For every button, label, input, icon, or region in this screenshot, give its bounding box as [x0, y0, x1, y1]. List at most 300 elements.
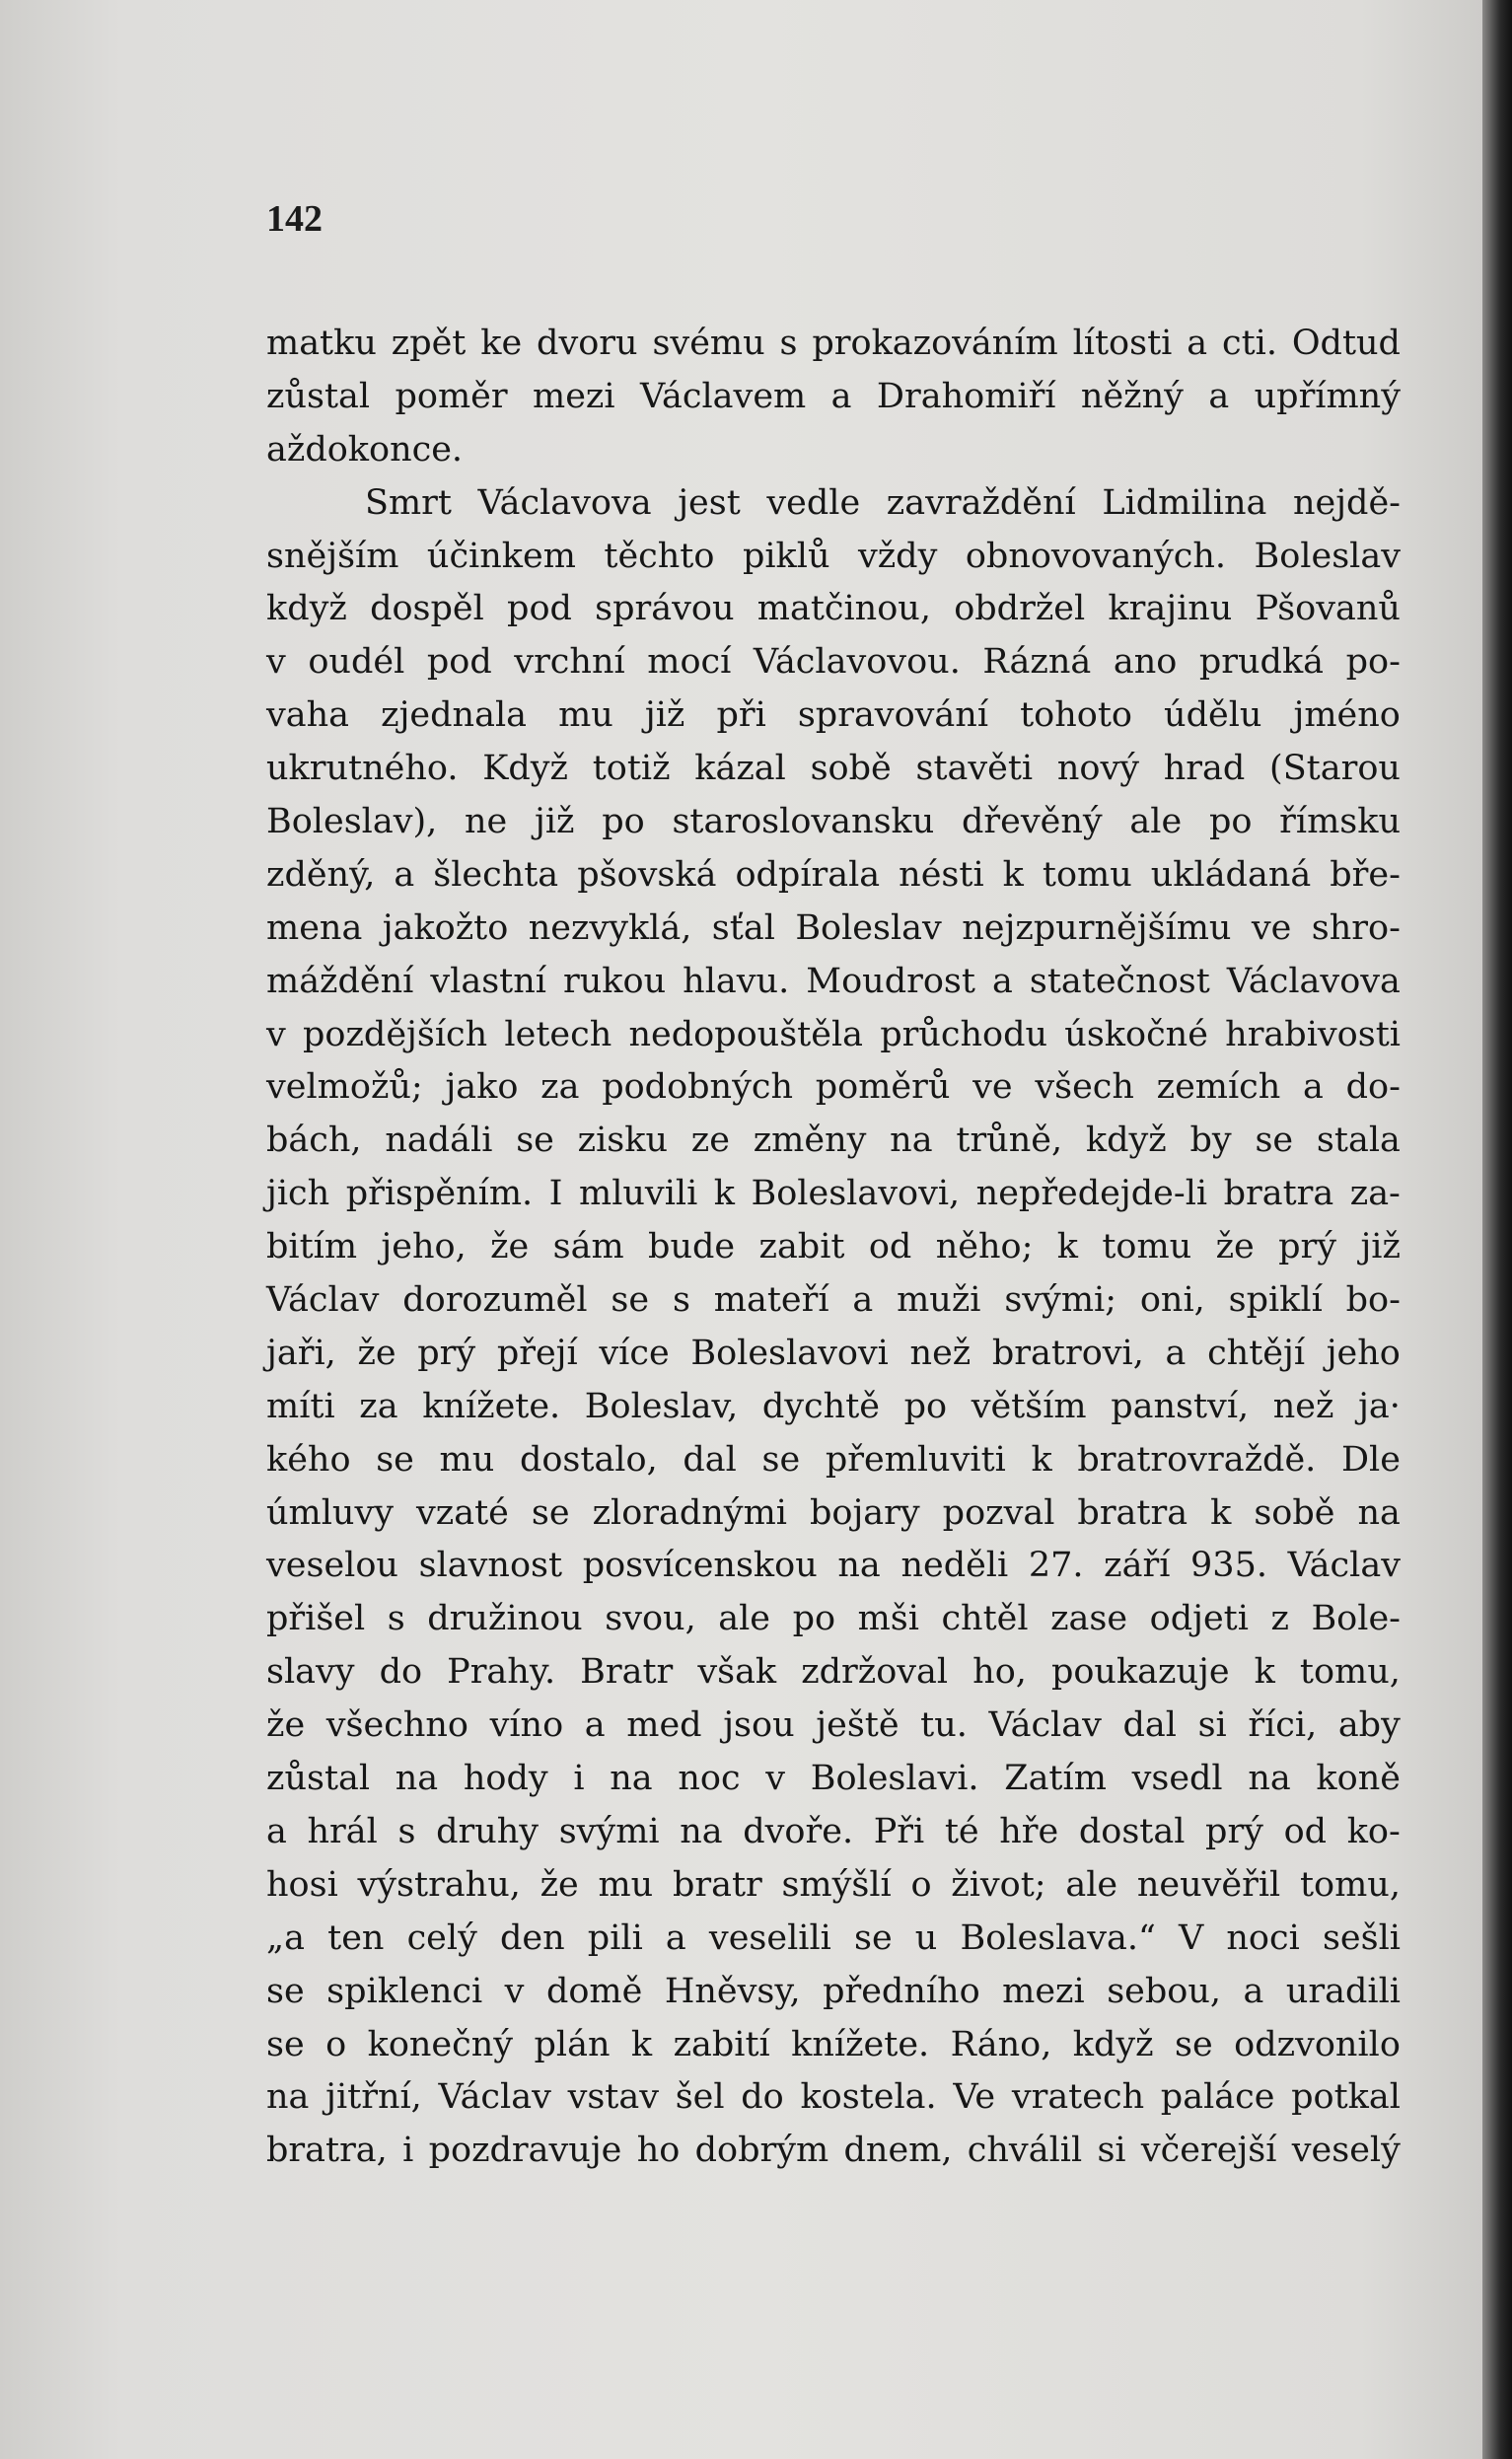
word: více [599, 1333, 670, 1373]
word: noci [1226, 1917, 1300, 1958]
word: bo- [1345, 1280, 1401, 1321]
word: po [903, 1386, 948, 1426]
word: září [1104, 1546, 1171, 1586]
word: obnovovaných. [965, 536, 1227, 576]
word: dnem, [843, 2131, 953, 2171]
word: všechno [325, 1705, 468, 1746]
word: hrabivosti [1225, 1014, 1401, 1054]
word: podobných [602, 1067, 794, 1108]
word: pod [426, 642, 492, 683]
word: veselý [1291, 2131, 1401, 2171]
word: a [665, 1917, 686, 1958]
word: potkal [1291, 2077, 1401, 2118]
word: (Starou [1269, 749, 1401, 789]
word: matku [266, 324, 377, 363]
word: něho; [935, 1227, 1034, 1267]
word: bratra, [266, 2131, 388, 2171]
word: Prahy. [447, 1652, 556, 1693]
text-line [266, 1859, 1401, 1913]
word: slavnost [418, 1546, 563, 1586]
word: až [266, 429, 306, 470]
word: knížete. [791, 2024, 930, 2064]
word: od [1283, 1811, 1328, 1851]
word: piklů [742, 536, 830, 576]
word: nedopouštěla [628, 1014, 864, 1054]
word: dal [683, 1439, 737, 1480]
word: nejzpurnějšímu [962, 907, 1232, 948]
word: sám [552, 1227, 624, 1267]
word: dostal [1078, 1811, 1186, 1851]
word: a [1243, 1971, 1264, 2011]
word: Václav [266, 1280, 380, 1321]
word: dospěl [370, 589, 484, 629]
word: se [853, 1917, 893, 1958]
word: úmluvy [266, 1492, 395, 1533]
word: nezvyklá, [528, 907, 692, 948]
word: mu [558, 695, 613, 736]
word: na [266, 2077, 310, 2118]
word: přišel [266, 1599, 366, 1639]
word: nový [1056, 749, 1140, 789]
word: změny [753, 1121, 867, 1161]
text-line [266, 1381, 1401, 1434]
word: k [713, 1174, 735, 1214]
word: jméno [1293, 695, 1401, 736]
word: k [1031, 1439, 1052, 1480]
word: mluvili [579, 1174, 698, 1214]
word: nepředejde-li [975, 1174, 1208, 1214]
word: včerejší [1140, 2131, 1277, 2171]
text-line [266, 1753, 1401, 1806]
word: s [672, 1280, 690, 1321]
word: správou [595, 589, 735, 629]
word: sobě [1254, 1492, 1335, 1533]
word: než [909, 1333, 972, 1373]
word: šel [675, 2077, 725, 2118]
word: Dle [1340, 1439, 1401, 1480]
word: Václavova [477, 482, 652, 523]
word: účinkem [426, 536, 576, 576]
word: Boleslav, [584, 1386, 739, 1426]
word: i [402, 2131, 414, 2171]
body-text [266, 318, 1401, 2178]
word: paláce [1160, 2077, 1275, 2118]
word: s [387, 1599, 405, 1639]
word: na [610, 1759, 653, 1799]
word: k [630, 2024, 653, 2064]
word: ko- [1346, 1811, 1401, 1851]
word: tomu, [1299, 1652, 1401, 1693]
text-line [266, 1646, 1401, 1700]
word: průchodu [880, 1014, 1048, 1054]
word: že [357, 1333, 396, 1373]
text-line [266, 1966, 1401, 2019]
word: zisku [577, 1121, 669, 1161]
word: trůně, [956, 1121, 1063, 1161]
word: za- [1349, 1174, 1401, 1214]
word: ale [718, 1599, 771, 1639]
text-line [266, 1593, 1401, 1646]
word: máždění [266, 961, 414, 1001]
word: uradili [1285, 1971, 1401, 2011]
word: vratech [1011, 2077, 1145, 2118]
word: po [1208, 802, 1253, 842]
word: zjednala [381, 695, 528, 736]
word: mezi [1002, 1971, 1085, 2011]
word: Zatím [1004, 1759, 1107, 1799]
word: svými; [1004, 1280, 1116, 1321]
word: v [266, 642, 286, 683]
word: v [266, 1014, 286, 1054]
text-line [266, 903, 1401, 956]
text-line [266, 1115, 1401, 1168]
word: dvoru [537, 324, 638, 363]
word: statečnost [1029, 961, 1210, 1001]
word: vedle [766, 482, 861, 523]
word: té [944, 1811, 979, 1851]
word: sťal [711, 907, 775, 948]
word: mena [266, 907, 363, 948]
word: Bratr [580, 1652, 674, 1693]
text-line [266, 1806, 1401, 1859]
word: když [1072, 2024, 1154, 2064]
word: snějším [266, 536, 399, 576]
word: ale [1065, 1864, 1118, 1905]
word: dvoře. [743, 1811, 854, 1851]
word: ten [327, 1917, 385, 1958]
word: svému [652, 324, 765, 363]
text-line [266, 424, 1401, 477]
word: zabit [758, 1227, 845, 1267]
word: 27. [1028, 1546, 1084, 1586]
word: cti. [1221, 324, 1277, 363]
word: poměr [395, 376, 508, 416]
word: smýšlí [781, 1864, 892, 1905]
word: ke [480, 324, 523, 363]
word: k [1210, 1492, 1232, 1533]
word: staroslovansku [672, 802, 935, 842]
word: oudél [308, 642, 405, 683]
word: a [1303, 1067, 1324, 1108]
text-line [266, 1487, 1401, 1541]
word: s [779, 324, 798, 363]
word: dřevěný [962, 802, 1103, 842]
word: a [584, 1705, 606, 1746]
word: Při [873, 1811, 925, 1851]
word: bratra [1223, 1174, 1334, 1214]
text-line [266, 2125, 1401, 2178]
word: koně [1316, 1759, 1401, 1799]
word: zůstal [266, 1759, 371, 1799]
word: ze [690, 1121, 730, 1161]
word: Smrt [365, 482, 452, 523]
word: k [1002, 854, 1024, 895]
word: všech [1035, 1067, 1134, 1108]
word: ukrutného. [266, 749, 459, 789]
word: aby [1337, 1705, 1401, 1746]
word: než [1272, 1386, 1334, 1426]
text-line [266, 1221, 1401, 1274]
word: Boleslavovi, [751, 1174, 961, 1214]
text-line [266, 1700, 1401, 1753]
word: když [1085, 1121, 1167, 1161]
word: jakožto [382, 907, 509, 948]
word: nésti [899, 854, 984, 895]
word: vrchní [514, 642, 625, 683]
word: celý [406, 1917, 477, 1958]
text-line [266, 1274, 1401, 1328]
word: upřímný [1254, 376, 1401, 416]
word: se [376, 1439, 414, 1480]
word: úskočné [1064, 1014, 1208, 1054]
word: veselili [708, 1917, 831, 1958]
word: sobě [810, 749, 892, 789]
text-line [266, 743, 1401, 796]
word: o [910, 1864, 932, 1905]
word: pozdravuje [428, 2131, 622, 2171]
word: že [266, 1705, 306, 1746]
text-line [266, 477, 1401, 531]
word: prokazováním [812, 324, 1058, 363]
word: obdržel [954, 589, 1086, 629]
word: neděli [900, 1546, 1009, 1586]
word: kostela. [800, 2077, 937, 2118]
word: odpírala [735, 854, 881, 895]
word: se [611, 1280, 650, 1321]
word: na [890, 1121, 933, 1161]
word: ve [972, 1067, 1013, 1108]
word: chtěl [941, 1599, 1029, 1639]
word: spiklí [1228, 1280, 1323, 1321]
word: po [602, 802, 645, 842]
word: poměrů [815, 1067, 951, 1108]
word: těchto [604, 536, 715, 576]
word: jest [678, 482, 741, 523]
word: bratr [672, 1864, 762, 1905]
word: za [359, 1386, 398, 1426]
word: že [490, 1227, 530, 1267]
text-line [266, 1434, 1401, 1487]
word: mateří [713, 1280, 829, 1321]
word: Václavem [639, 376, 807, 416]
word: knížete. [422, 1386, 561, 1426]
word: panství, [1111, 1386, 1250, 1426]
word: k [1254, 1652, 1275, 1693]
word: Boleslava.“ [960, 1917, 1156, 1958]
word: z [1270, 1599, 1289, 1639]
word: plán [534, 2024, 611, 2064]
word: odjeti [1149, 1599, 1249, 1639]
word: se [531, 1492, 570, 1533]
word: i [573, 1759, 585, 1799]
word: se [266, 1971, 305, 2011]
text-line [266, 849, 1401, 903]
word: ja· [1358, 1386, 1401, 1426]
word: I [548, 1174, 563, 1214]
text-line [266, 2071, 1401, 2125]
word: jitřní, [325, 2077, 422, 2118]
word: vždy [857, 536, 938, 576]
word: lítosti [1072, 324, 1173, 363]
word: hosi [266, 1864, 338, 1905]
text-line [266, 1061, 1401, 1115]
word: za [540, 1067, 580, 1108]
word: odzvonilo [1234, 2024, 1401, 2064]
word: a [991, 961, 1013, 1001]
text-line [266, 956, 1401, 1009]
word: a [852, 1280, 874, 1321]
word: si [1097, 2131, 1126, 2171]
word: dobrým [694, 2131, 829, 2171]
word: jeho [1326, 1333, 1401, 1373]
word: se [266, 2024, 305, 2064]
word: chválil [967, 2131, 1083, 2171]
word: již [1360, 1227, 1401, 1267]
word: zabití [673, 2024, 770, 2064]
word: že [540, 1864, 579, 1905]
word: na [680, 1811, 723, 1851]
text-line [266, 1913, 1401, 1966]
word: spiklenci [326, 1971, 483, 2011]
word: Hněvsy, [664, 1971, 801, 2011]
word: pozval [942, 1492, 1055, 1533]
text-line [266, 689, 1401, 743]
text-line [266, 1009, 1401, 1062]
word: přemluviti [825, 1439, 1006, 1480]
text-line [266, 371, 1401, 424]
word: Když [482, 749, 568, 789]
word: kého [266, 1439, 351, 1480]
word: po [792, 1599, 836, 1639]
word: ještě [816, 1705, 900, 1746]
word: veselou [266, 1546, 398, 1586]
word: se [761, 1439, 801, 1480]
word: krajinu [1108, 589, 1233, 629]
word: šlechta [433, 854, 559, 895]
word: Drahomiří [876, 376, 1056, 416]
word: zdržoval [801, 1652, 949, 1693]
word: tu. [920, 1705, 968, 1746]
word: do [741, 2077, 784, 2118]
word: vlastní [430, 961, 546, 1001]
word: oni, [1139, 1280, 1205, 1321]
word: v [504, 1971, 525, 2011]
word: Boleslav [1254, 536, 1401, 576]
word: slavy [266, 1652, 355, 1693]
word: však [697, 1652, 777, 1693]
word: že [1215, 1227, 1255, 1267]
word: do [379, 1652, 423, 1693]
word: Ve [953, 2077, 996, 2118]
word: letech [504, 1014, 612, 1054]
word: a [266, 1811, 287, 1851]
word: jsou [723, 1705, 795, 1746]
word: neuvěřil [1136, 1864, 1281, 1905]
word: totiž [592, 749, 671, 789]
word: se [1175, 2024, 1213, 2064]
word: bojary [809, 1492, 920, 1533]
word: zděný, [266, 854, 376, 895]
word: muži [897, 1280, 981, 1321]
word: přejí [496, 1333, 578, 1373]
word: dostalo, [519, 1439, 658, 1480]
word: vaha [266, 695, 350, 736]
word: po- [1345, 642, 1401, 683]
word: tomu [1102, 1227, 1192, 1267]
word: vzaté [416, 1492, 509, 1533]
word: v [765, 1759, 786, 1799]
word: Odtud [1291, 324, 1401, 363]
word: s [397, 1811, 416, 1851]
word: shro- [1311, 907, 1401, 948]
word: matčinou, [756, 589, 931, 629]
word: pod [507, 589, 572, 629]
word: ho, [972, 1652, 1027, 1693]
word: něžný [1080, 376, 1184, 416]
word: kázal [694, 749, 786, 789]
word: bitím [266, 1227, 358, 1267]
word: výstrahu, [357, 1864, 521, 1905]
word: Václavovou. [753, 642, 961, 683]
word: pšovská [577, 854, 717, 895]
word: druhy [436, 1811, 540, 1851]
word: mocí [647, 642, 732, 683]
text-line [266, 1168, 1401, 1221]
word: zemích [1156, 1067, 1281, 1108]
word: V [1178, 1917, 1204, 1958]
word: med [626, 1705, 702, 1746]
word: ano [1113, 642, 1178, 683]
page-number: 142 [266, 198, 323, 240]
text-line [266, 1540, 1401, 1593]
word: jaři, [266, 1333, 336, 1373]
word: ale [1129, 802, 1183, 842]
word: při [716, 695, 766, 736]
word: Boleslavovi [690, 1333, 889, 1373]
word: život; [951, 1864, 1046, 1905]
word: mu [598, 1864, 654, 1905]
word: na [837, 1546, 881, 1586]
word: prý [1205, 1811, 1263, 1851]
word: Moudrost [806, 961, 975, 1001]
word: když [266, 589, 347, 629]
word: pili [587, 1917, 643, 1958]
word: tomu [1042, 854, 1132, 895]
word: bratra [1077, 1492, 1188, 1533]
word: zloradnými [592, 1492, 787, 1533]
word: hrad [1163, 749, 1246, 789]
word: by [1189, 1121, 1232, 1161]
word: ukládaná [1150, 854, 1312, 895]
word: ho [636, 2131, 681, 2171]
word: Bole- [1311, 1599, 1401, 1639]
text-line [266, 531, 1401, 584]
word: domě [545, 1971, 643, 2011]
word: do [305, 429, 348, 470]
word: družinou [427, 1599, 583, 1639]
text-line [266, 318, 1401, 371]
text-line [266, 2019, 1401, 2072]
word: svou, [605, 1599, 696, 1639]
word: do- [1345, 1067, 1401, 1108]
word: již [644, 695, 685, 736]
word: Boleslav [795, 907, 942, 948]
word: Václav [1287, 1546, 1401, 1586]
word: a [1187, 324, 1208, 363]
word: zavraždění [886, 482, 1076, 523]
word: k [1056, 1227, 1078, 1267]
word: hře [999, 1811, 1059, 1851]
